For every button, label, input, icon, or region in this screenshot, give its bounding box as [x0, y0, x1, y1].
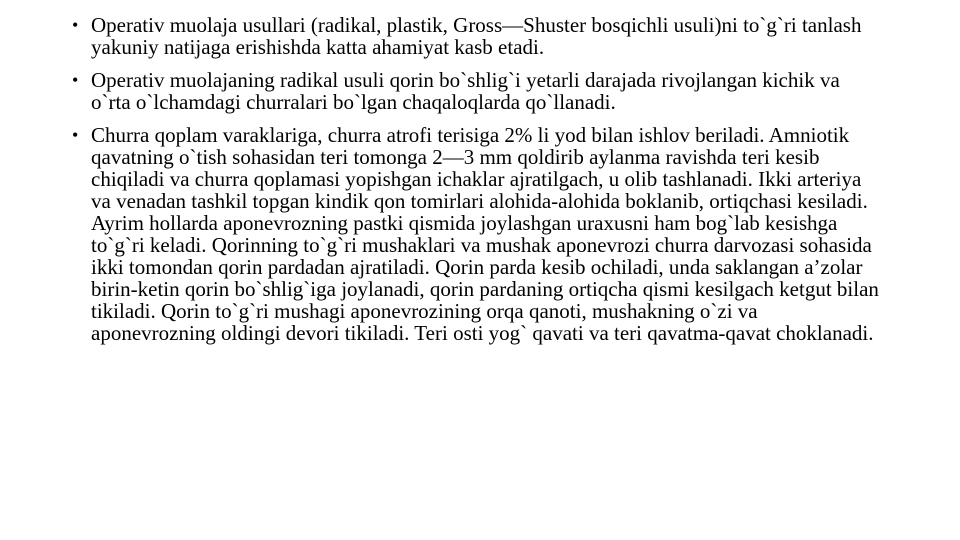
bullet-list — [72, 14, 880, 355]
bullet-dot-icon: • — [72, 70, 79, 90]
bullet-dot-icon: • — [72, 15, 79, 35]
bullet-item-3 — [72, 124, 880, 344]
bullet-item-1 — [72, 14, 880, 58]
bullet-dot-icon: • — [72, 125, 79, 145]
bullet-text-1: Operativ muolaja usullari (radikal, plastik, Gross—Shuster bosqichli usuli)ni to`g`ri tanlash yakuniy natijaga erishishda katta ahamiyat kasb etadi. — [91, 13, 862, 59]
bullet-text-3: Churra qoplam varaklariga, churra atrofi terisiga 2% li yod bilan ishlov beriladi. Amniotik qavatning o`tish sohasidan teri tomonga 2—3 mm qoldirib aylanma ravishda teri kesib chiqiladi va churra qoplamasi yopishgan ichaklar ajratilgach, u olib tashlanadi. Ikki arteriya va venadan tashkil topgan kindik qon tomirlari alohida-alohida boklanib, ortiqchasi kesiladi. Ayrim hollarda aponevrozning pastki qismida joylashgan uraxusni ham bog`lab kesishga to`g`ri keladi. Qorinning to`g`ri mushaklari va mushak aponevrozi churra darvozasi sohasida ikki tomondan qorin pardadan ajratiladi. Qorin parda kesib ochiladi, unda saklangan a’zolar birin-ketin qorin bo`shlig`iga joylanadi, qorin pardaning ortiqcha qismi kesilgach ketgut bilan tikiladi. Qorin to`g`ri mushagi aponevrozining orqa qanoti, mushakning o`zi va aponevrozning oldingi devori tikiladi. Teri osti yog` qavati va teri qavatma-qavat choklanadi. — [91, 123, 879, 345]
bullet-text-2: Operativ muolajaning radikal usuli qorin bo`shlig`i yetarli darajada rivojlangan kichik va o`rta o`lchamdagi churralari bo`lgan chaqaloqlarda qo`llanadi. — [91, 68, 840, 114]
bullet-item-2 — [72, 69, 880, 113]
